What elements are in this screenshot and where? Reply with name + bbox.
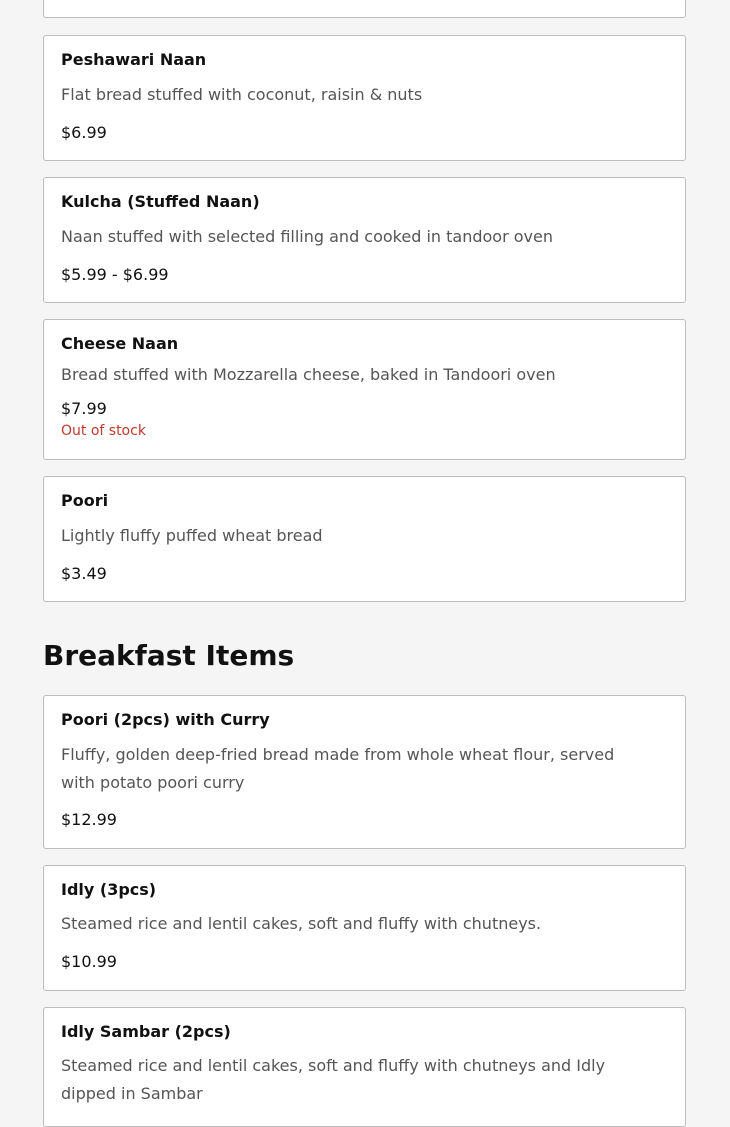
menu-item-card-partial[interactable]	[43, 0, 686, 18]
menu-item-price: $3.49	[61, 564, 107, 583]
menu-item-description: Naan stuffed with selected filling and cooked in tandoor oven	[61, 227, 553, 246]
menu-item-description: Lightly fluffy puffed wheat bread	[61, 526, 323, 545]
menu-item-description: Fluffy, golden deep-fried bread made from whole wheat flour, served with potato poori curry	[61, 745, 615, 792]
menu-item-description: Bread stuffed with Mozzarella cheese, baked in Tandoori oven	[61, 365, 556, 384]
menu-item-name: Poori (2pcs) with Curry	[61, 710, 270, 729]
menu-item-card[interactable]	[43, 319, 686, 460]
menu-item-name: Poori	[61, 491, 109, 510]
menu-item-name: Peshawari Naan	[61, 50, 207, 69]
out-of-stock-label: Out of stock	[61, 423, 146, 439]
menu-item-card[interactable]	[43, 1007, 686, 1127]
menu-item-description: Flat bread stuffed with coconut, raisin & nuts	[61, 85, 423, 104]
menu-item-price: $10.99	[61, 952, 117, 971]
menu-item-card[interactable]	[43, 865, 686, 991]
menu-item-name: Idly Sambar (2pcs)	[61, 1022, 231, 1041]
menu-item-name: Cheese Naan	[61, 334, 179, 353]
menu-item-card[interactable]	[43, 476, 686, 602]
menu-item-price: $5.99 - $6.99	[61, 265, 169, 284]
menu-item-card[interactable]	[43, 35, 686, 161]
menu-item-price: $12.99	[61, 810, 117, 829]
menu-item-price: $7.99	[61, 399, 107, 418]
section-heading: Breakfast Items	[43, 639, 295, 672]
menu-item-card[interactable]	[43, 177, 686, 303]
menu-item-name: Kulcha (Stuffed Naan)	[61, 192, 260, 211]
menu-item-price: $6.99	[61, 123, 107, 142]
menu-item-card[interactable]	[43, 695, 686, 849]
menu-item-description: Steamed rice and lentil cakes, soft and fluffy with chutneys.	[61, 914, 542, 933]
menu-item-description: Steamed rice and lentil cakes, soft and fluffy with chutneys and Idly dipped in Sambar	[61, 1056, 606, 1103]
menu-item-name: Idly (3pcs)	[61, 880, 157, 899]
